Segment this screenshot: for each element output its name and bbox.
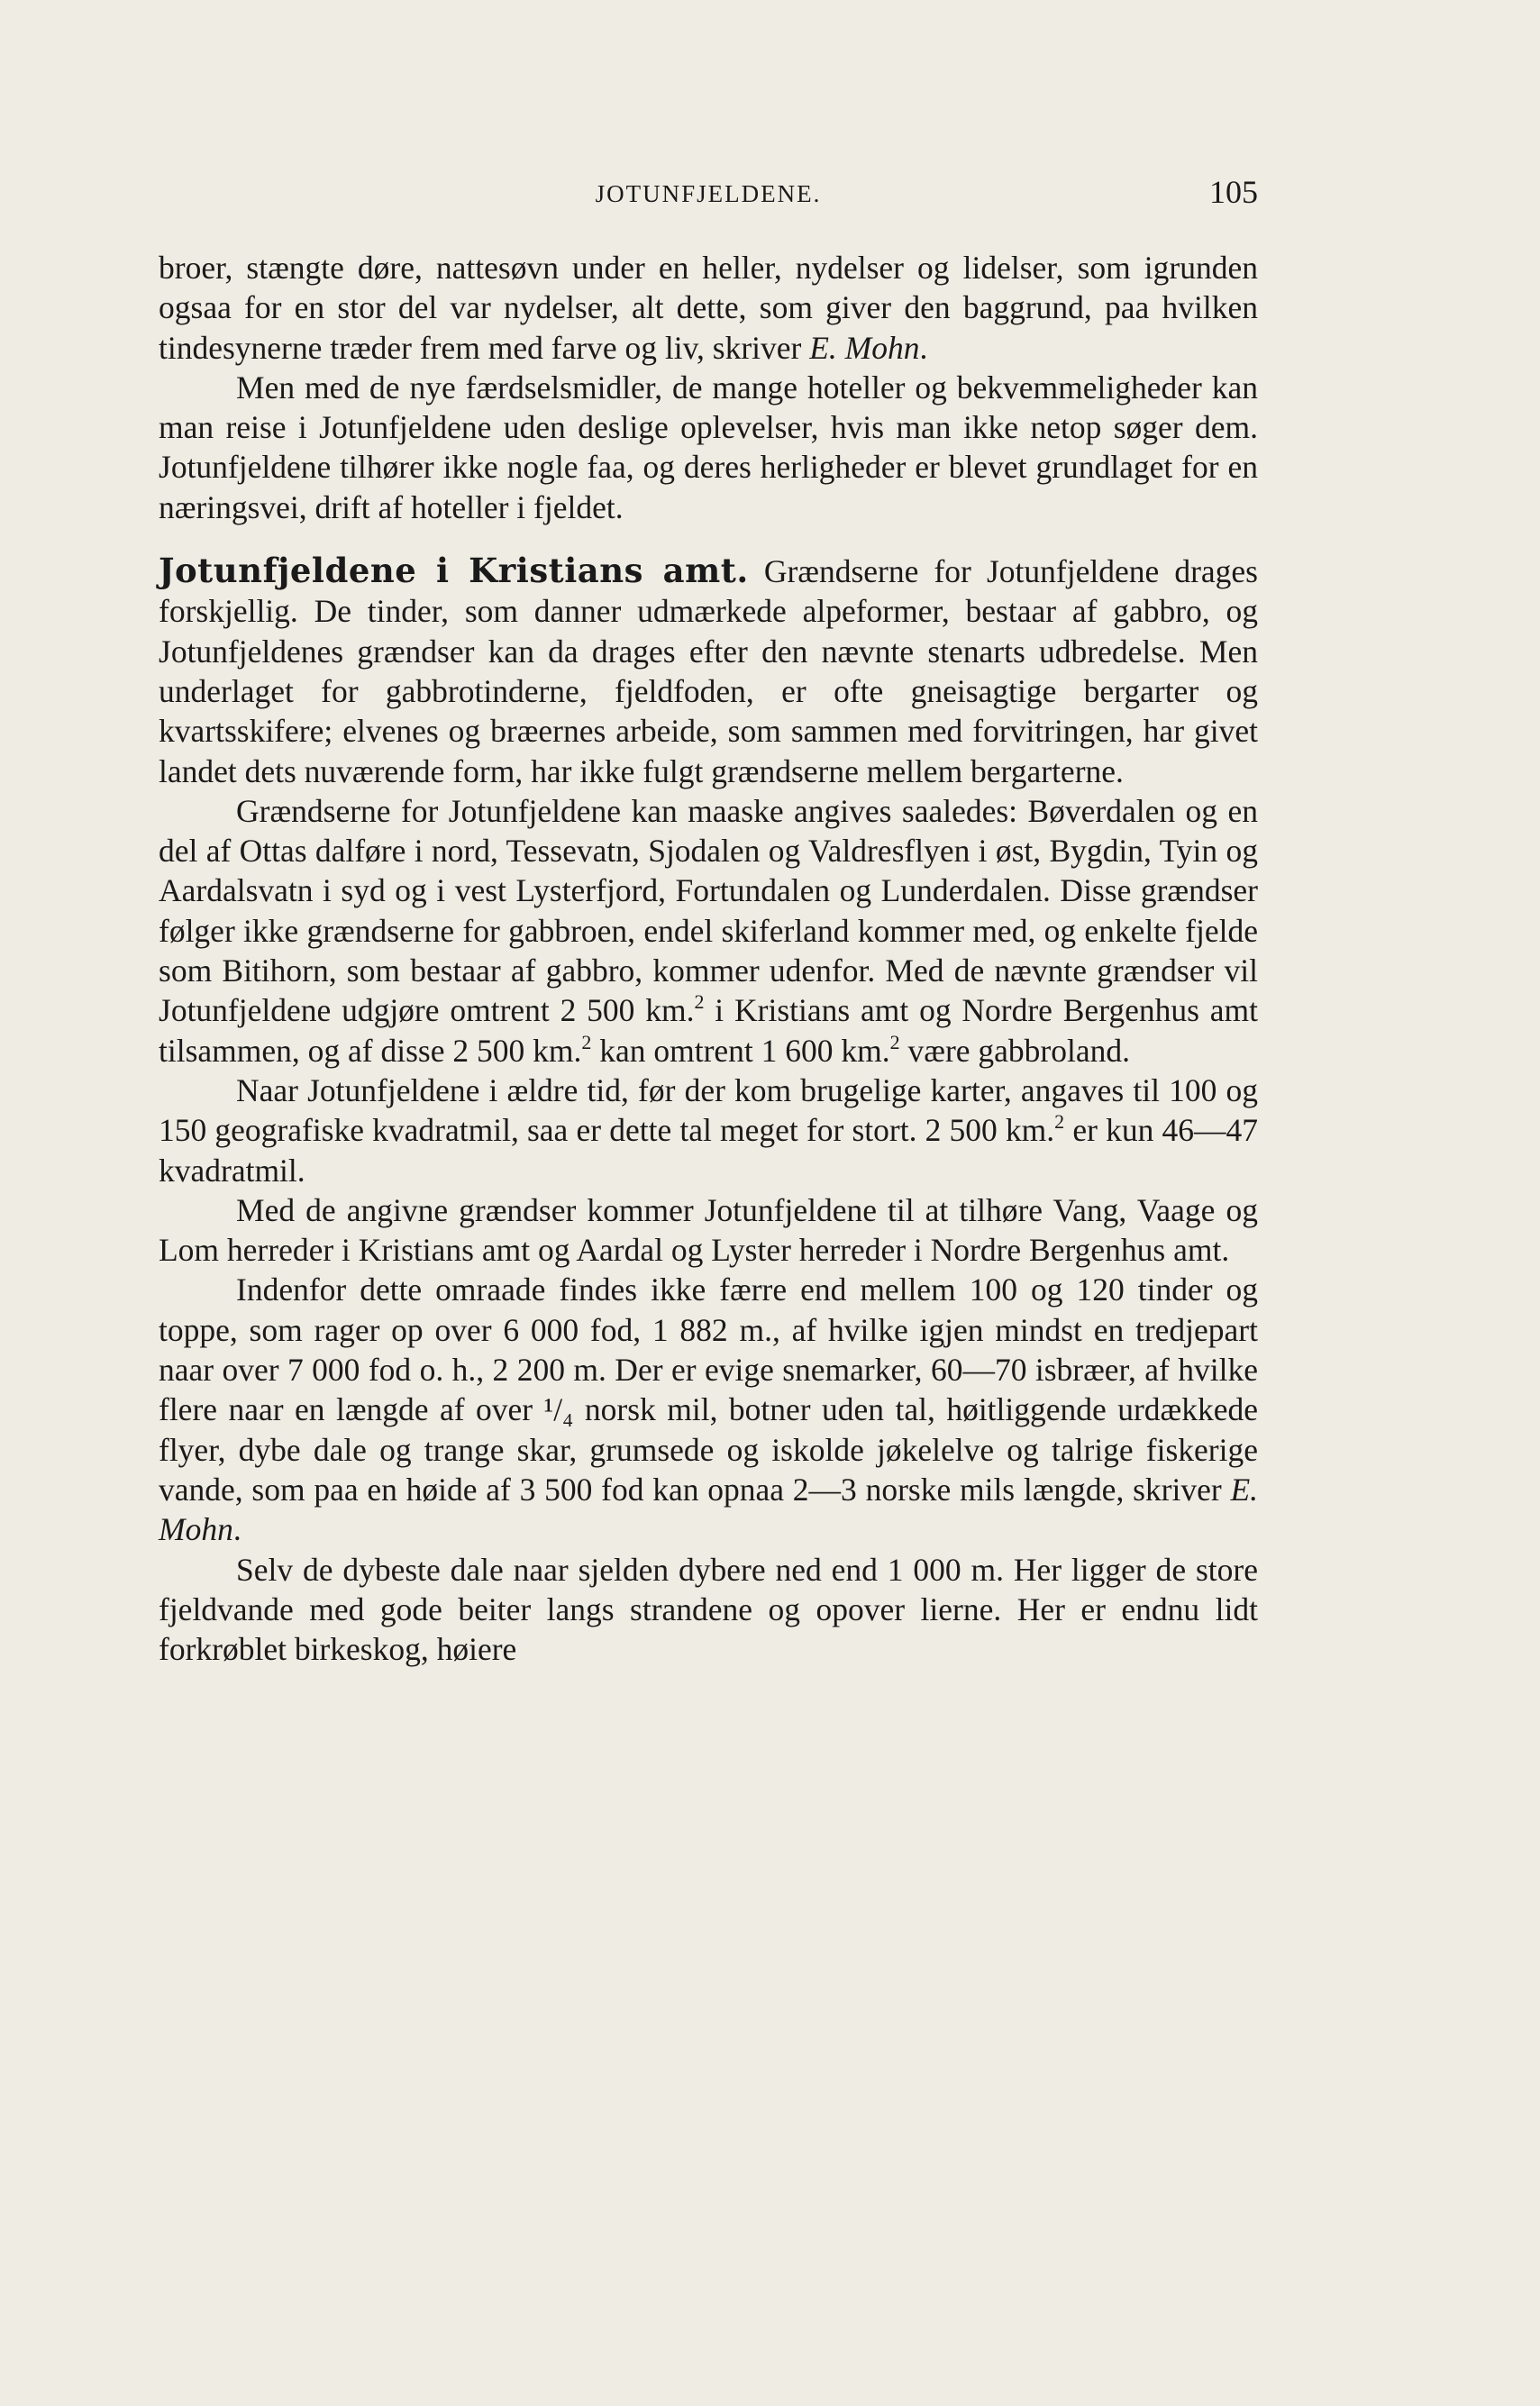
superscript: 2 <box>581 1030 592 1053</box>
paragraph-4-text-c: kan omtrent 1 600 km. <box>591 1032 890 1069</box>
paragraph-6: Med de angivne grændser kommer Jotunfjeldene til at tilhøre Vang, Vaage og Lom herreder i Kristians amt og Aardal og Lyster herreder i Nordre Bergenhus amt. <box>159 1191 1258 1269</box>
page-header <box>159 173 1258 218</box>
body-text <box>159 248 1258 1669</box>
paragraph-1-end: . <box>919 329 928 366</box>
paragraph-7-text-b: norsk mil, botner uden tal, høitliggende urdækkede flyer, dybe dale og trange skar, grumsede og iskolde jøkelelve og talrige fiskerige vande, som paa en høide af 3 500 fod kan opnaa 2—3 norske mils længde, skriver <box>159 1391 1258 1508</box>
paragraph-5-text-b: er kun 46—47 kvadratmil. <box>159 1112 1258 1189</box>
superscript: 2 <box>1054 1110 1065 1134</box>
paragraph-7-text-a: Indenfor dette omraade findes ikke færre end mellem 100 og 120 tinder og toppe, som rager op over 6 000 fod, 1 882 m., af hvilke igjen mindst en tredjepart naar over 7 000 fod o. h., 2 200 m. Der er evige snemarker, 60—70 isbræer, af hvilke flere naar en længde af over <box>159 1271 1258 1428</box>
page-number: 105 <box>1209 174 1258 210</box>
paragraph-7 <box>159 1270 1258 1549</box>
paragraph-4-text-a: Grændserne for Jotunfjeldene kan maaske angives saaledes: Bøverdalen og en del af Ottas dalføre i nord, Tessevatn, Sjodalen og Valdresflyen i øst, Bygdin, Tyin og Aardalsvatn i syd og i vest Lysterfjord, Fortundalen og Lunderdalen. Disse grændser følger ikke grændserne for gabbroen, endel skiferland kommer med, og enkelte fjelde som Bitihorn, som bestaar af gabbro, kommer udenfor. Med de nævnte grændser vil Jotunfjeldene udgjøre omtrent 2 500 km. <box>159 792 1258 1029</box>
paragraph-1-text: broer, stængte døre, nattesøvn under en heller, nydelser og lidelser, som igrunden ogsaa for en stor del var nydelser, alt dette, som giver den baggrund, paa hvilken tindesynerne træder frem med farve og liv, skriver <box>159 250 1258 366</box>
fraction: ¹/₄ <box>543 1391 574 1428</box>
paragraph-5 <box>159 1071 1258 1190</box>
paragraph-5-text-a: Naar Jotunfjeldene i ældre tid, før der kom brugelige karter, angaves til 100 og 150 geografiske kvadratmil, saa er dette tal meget for stort. 2 500 km. <box>159 1071 1258 1149</box>
paragraph-4-text-d: være gabbroland. <box>899 1032 1130 1069</box>
running-title: JOTUNFJELDENE. <box>595 180 822 207</box>
paragraph-1 <box>159 248 1258 368</box>
author-name: E. Mohn <box>809 329 920 366</box>
superscript: 2 <box>694 990 705 1014</box>
paragraph-3 <box>159 551 1258 791</box>
author-name: E. Mohn <box>159 1471 1258 1548</box>
paragraph-8: Selv de dybeste dale naar sjelden dybere ned end 1 000 m. Her ligger de store fjeldvande med gode beiter langs strandene og opover lierne. Her er endnu lidt forkrøblet birkeskog, høiere <box>159 1551 1258 1668</box>
paragraph-2: Men med de nye færdselsmidler, de mange hoteller og bekvemmeligheder kan man reise i Jotunfjeldene uden deslige oplevelser, hvis man ikke netop søger dem. Jotunfjeldene tilhører ikke nogle faa, og deres herligheder er blevet grundlaget for en næringsvei, drift af hoteller i fjeldet. <box>159 369 1258 525</box>
superscript: 2 <box>889 1030 900 1053</box>
paragraph-4-text-b: i Kristians amt og Nordre Bergenhus amt tilsammen, og af disse 2 500 km. <box>159 992 1259 1069</box>
paragraph-4 <box>159 791 1258 1071</box>
paragraph-3-text: Grændserne for Jotunfjeldene drages forskjellig. De tinder, som danner udmærkede alpeformer, bestaar af gabbro, og Jotunfjeldenes grændser kan da drages efter den nævnte stenarts udbredelse. Men underlaget for gabbrotinderne, fjeldfoden, er ofte gneisagtige bergarter og kvartsskifere; elvenes og bræernes arbeide, som sammen med forvitringen, har givet landet dets nuværende form, har ikke fulgt grændserne mellem bergarterne. <box>159 553 1258 789</box>
paragraph-7-end: . <box>232 1511 241 1548</box>
section-heading: Jotunfjeldene i Kristians amt. <box>159 551 749 591</box>
